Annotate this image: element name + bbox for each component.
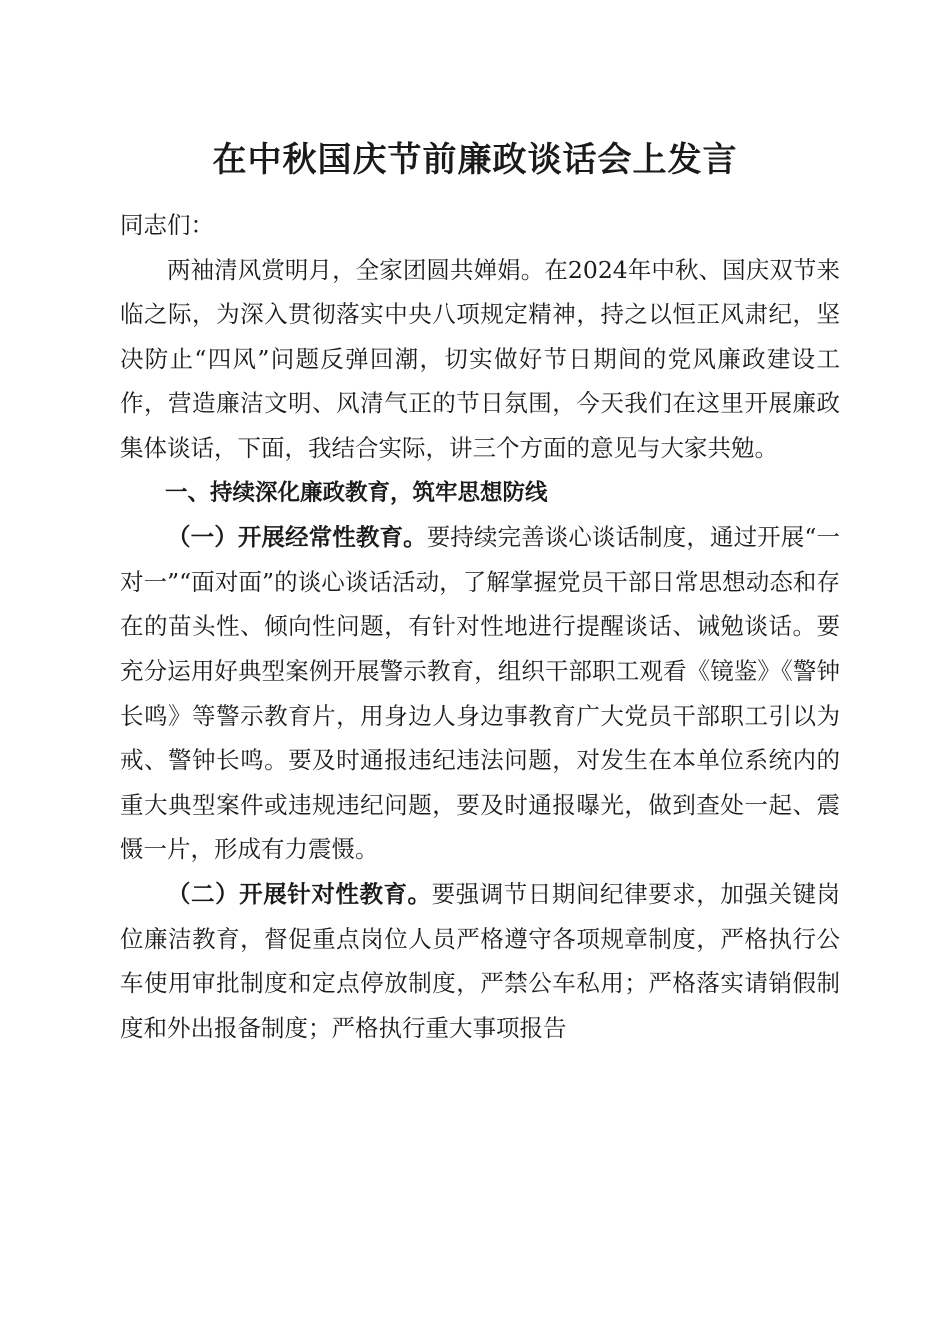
paragraph-item-1 [120, 515, 840, 872]
item-text-1: 要持续完善谈心谈话制度，通过开展“一对一”“面对面”的谈心谈话活动，了解掌握党员干部日常思想动态和存在的苗头性、倾向性问题，有针对性地进行提醒谈话、诫勉谈话。要充分运用好典型案例开展警示教育，组织干部职工观看《镜鉴》《警钟长鸣》等警示教育片，用身边人身边事教育广大党员干部职工引以为戒、警钟长鸣。要及时通报违纪违法问题，对发生在本单位系统内的重大典型案件或违规违纪问题，要及时通报曝光，做到查处一起、震慑一片，形成有力震慑。 [120, 523, 841, 864]
document-body [120, 203, 840, 1050]
item-heading-1: （一）开展经常性教育。 [167, 523, 427, 552]
section-heading-1: 一、持续深化廉政教育，筑牢思想防线 [165, 479, 548, 506]
intro-paragraph: 两袖清风赏明月，全家团圆共婵娟。在2024年中秋、国庆双节来临之际，为深入贯彻落实中央八项规定精神，持之以恒正风肃纪，坚决防止“四风”问题反弹回潮，切实做好节日期间的党风廉政建设工作，营造廉洁文明、风清气正的节日氛围，今天我们在这里开展廉政集体谈话，下面，我结合实际，讲三个方面的意见与大家共勉。 [120, 255, 840, 462]
salutation: 同志们： [120, 211, 214, 239]
document-title: 在中秋国庆节前廉政谈话会上发言 [212, 140, 738, 180]
paragraph-item-2 [120, 872, 840, 1050]
item-heading-2: （二）开展针对性教育。 [167, 879, 432, 908]
item-text-2: 要强调节日期间纪律要求，加强关键岗位廉洁教育，督促重点岗位人员严格遵守各项规章制度，严格执行公车使用审批制度和定点停放制度，严禁公车私用；严格落实请销假制度和外出报备制度；严格执行重大事项报告 [120, 879, 841, 1042]
